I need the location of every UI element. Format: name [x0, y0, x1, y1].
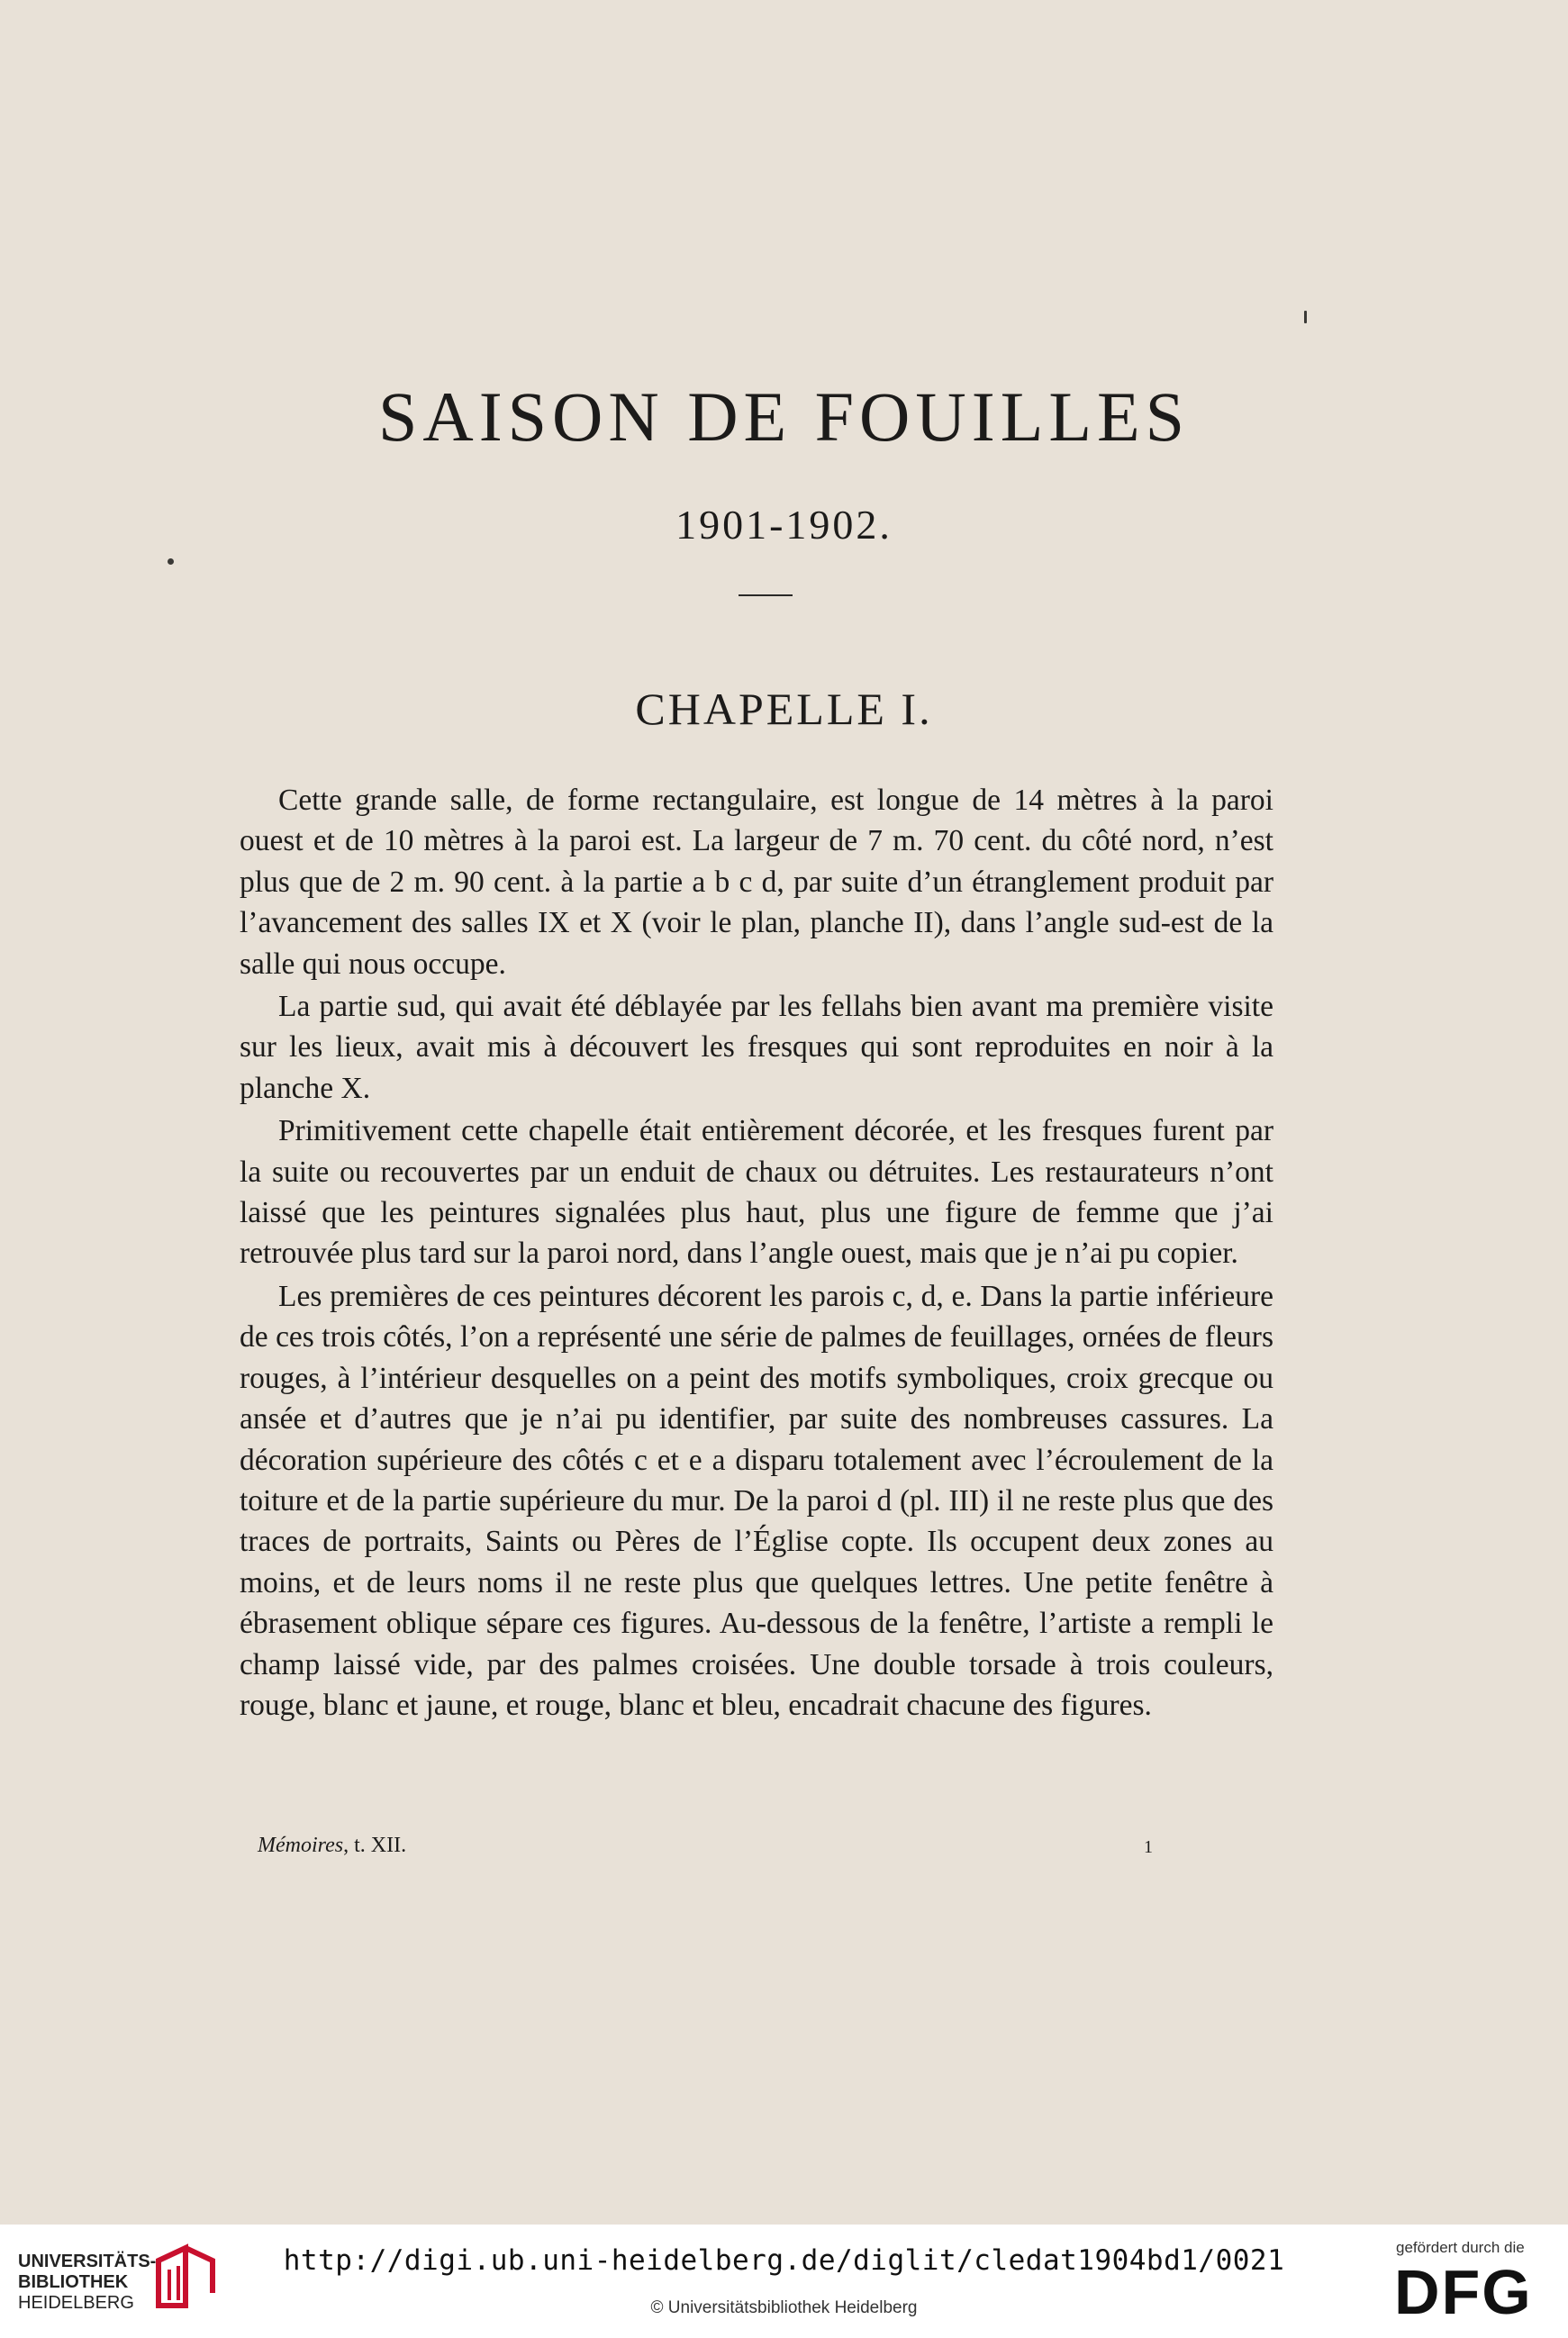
permalink-url[interactable]: http://digi.ub.uni-heidelberg.de/diglit/cledat1904bd1/0021 — [283, 2244, 1285, 2277]
dfg-logo[interactable]: DFG — [1394, 2257, 1533, 2327]
chapter-heading: CHAPELLE I. — [635, 684, 933, 734]
page-title: SAISON DE FOUILLES — [377, 377, 1191, 456]
footer-series: Mémoires — [258, 1834, 344, 1857]
print-speck — [1304, 311, 1307, 323]
paragraph-1: Cette grande salle, de forme rectangulaire, est longue de 14 mètres à la paroi ouest et de 10 mètres à la paroi est. La largeur de 7 m. 70 cent. du côté nord, n’est plus que de 2 m. 90 cent. à la partie a b c d, par suite d’un étranglement produit par l’avancement des salles IX et X (voir le plan, planche II), dans l’angle sud-est de la salle qui nous occupe. — [240, 784, 1273, 981]
copyright-notice: © Universitätsbibliothek Heidelberg — [650, 2298, 918, 2317]
funder-caption: gefördert durch die — [1396, 2239, 1525, 2256]
paragraph-3: Primitivement cette chapelle était entièrement décorée, et les fresques furent par la suite ou recouvertes par un enduit de chaux ou détruites. Les restaurateurs n’ont laissé que les peintures signalées plus haut, plus une figure de femme que j’ai retrouvée plus tard sur la paroi nord, dans l’angle ouest, mais que je n’ai pu copier. — [240, 1114, 1273, 1271]
footer-reference — [258, 1834, 406, 1858]
paragraph-2: La partie sud, qui avait été déblayée par les fellahs bien avant ma première visite sur les lieux, avait mis à découvert les fresques qui sont reproduites en noir à la planche X. — [240, 990, 1273, 1105]
library-name-line2: BIBLIOTHEK — [18, 2272, 129, 2292]
library-name-line1: UNIVERSITÄTS- — [18, 2252, 157, 2271]
print-speck — [168, 558, 174, 565]
digitization-banner — [0, 2225, 1568, 2338]
page-number: 1 — [1144, 1837, 1153, 1857]
footer-volume: , t. XII. — [343, 1834, 407, 1857]
paragraph-4: Les premières de ces peintures décorent les parois c, d, e. Dans la partie inférieure de ces trois côtés, l’on a représenté une série de palmes de feuillages, ornées de fleurs rouges, à l’intérieur desquelles on a peint des motifs symboliques, croix grecque ou ansée et d’autres que je n’ai pu identifier, par suite des nombreuses cassures. La décoration supérieure des côtés c et e a disparu totalement avec l’écroulement de la toiture et de la partie supérieure du mur. De la paroi d (pl. III) il ne reste plus que des traces de portraits, Saints ou Pères de l’Église copte. Ils occupent deux zones au moins, et de leurs noms il ne reste plus que quelques lettres. Une petite fenêtre à ébrasement oblique sépare ces figures. Au-dessous de la fenêtre, l’artiste a rempli le champ laissé vide, par des palmes croisées. Une double torsade à trois couleurs, rouge, blanc et jaune, et rouge, blanc et bleu, encadrait chacune des figures. — [240, 1279, 1273, 1722]
body-text — [240, 780, 1273, 1726]
library-name-line3: HEIDELBERG — [18, 2293, 134, 2313]
years-subtitle: 1901-1902. — [675, 502, 893, 548]
title-divider — [739, 594, 793, 596]
